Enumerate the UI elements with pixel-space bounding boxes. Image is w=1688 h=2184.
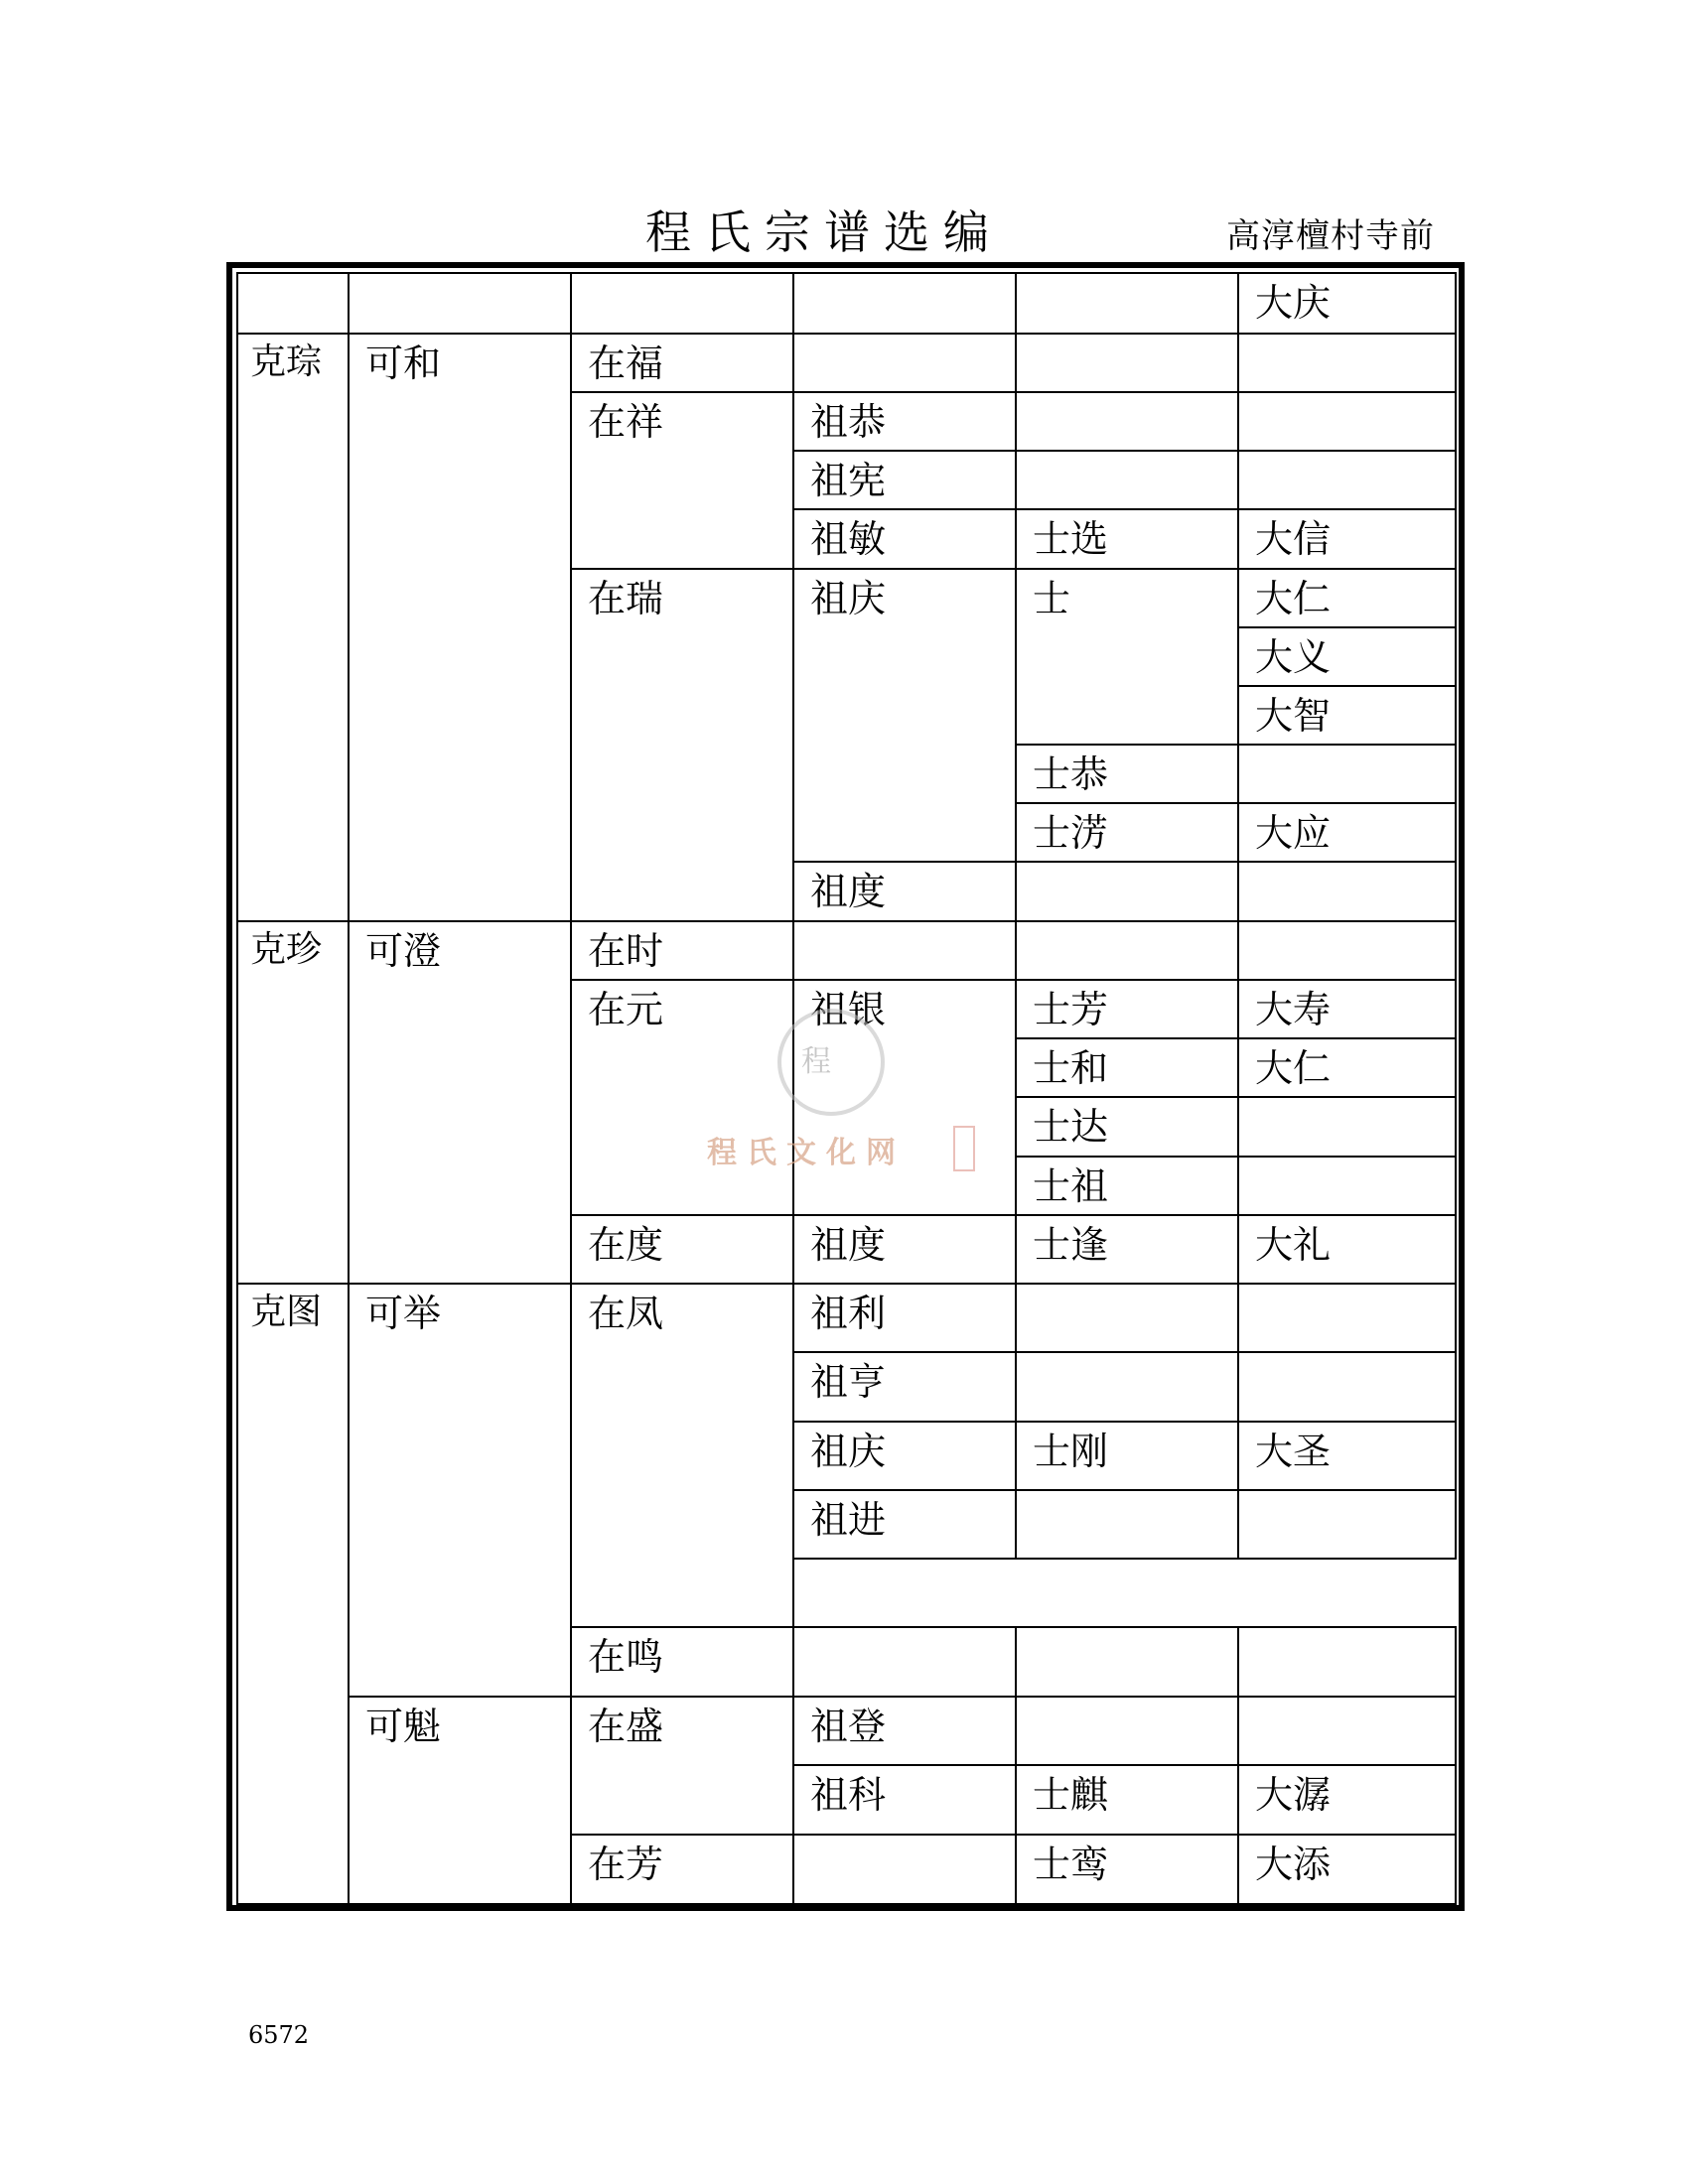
table-cell (236, 1283, 350, 1905)
watermark-seal: 程 (777, 1009, 885, 1116)
table-cell (792, 333, 1017, 393)
genealogy-name: 祖亨 (810, 1360, 887, 1404)
table-cell (236, 333, 350, 922)
table-cell (1237, 450, 1457, 510)
genealogy-name: 克珍 (250, 929, 323, 970)
table-cell (570, 568, 794, 922)
table-cell (1237, 391, 1457, 452)
genealogy-name: 在鸣 (588, 1635, 664, 1679)
table-cell (792, 272, 1017, 335)
watermark-stamp (953, 1126, 975, 1171)
genealogy-name: 在凤 (588, 1292, 664, 1335)
genealogy-name: 大礼 (1255, 1223, 1332, 1267)
genealogy-name: 在时 (588, 929, 664, 973)
genealogy-name: 在福 (588, 341, 664, 385)
genealogy-name: 可澄 (365, 929, 442, 973)
table-cell (792, 1626, 1017, 1698)
genealogy-name: 士淓 (1033, 811, 1109, 855)
genealogy-name: 士 (1033, 577, 1071, 620)
genealogy-name: 在元 (588, 988, 664, 1031)
table-cell (570, 272, 794, 335)
genealogy-name: 大潺 (1255, 1773, 1332, 1817)
genealogy-name: 大智 (1255, 694, 1332, 738)
page-header-title: 程氏宗谱选编 (645, 205, 1003, 259)
genealogy-name: 祖庆 (810, 577, 887, 620)
table-cell (792, 1834, 1017, 1905)
genealogy-name: 在芳 (588, 1843, 664, 1886)
genealogy-name: 士逢 (1033, 1223, 1109, 1267)
table-cell (1015, 1351, 1239, 1423)
genealogy-name: 在祥 (588, 400, 664, 444)
genealogy-name: 克琮 (250, 341, 323, 382)
genealogy-name: 大庆 (1255, 281, 1332, 325)
genealogy-name: 祖登 (810, 1705, 887, 1748)
genealogy-name: 祖科 (810, 1773, 887, 1817)
genealogy-name: 大圣 (1255, 1430, 1332, 1473)
table-cell (236, 920, 350, 1285)
genealogy-name: 士芳 (1033, 988, 1109, 1031)
table-cell (236, 272, 350, 335)
table-cell (1237, 1096, 1457, 1158)
table-cell (348, 920, 572, 1285)
table-cell (1237, 1283, 1457, 1353)
genealogy-name: 祖利 (810, 1292, 887, 1335)
genealogy-name: 祖银 (810, 988, 887, 1031)
table-cell (1237, 744, 1457, 804)
table-cell (1237, 920, 1457, 981)
genealogy-name: 士和 (1033, 1046, 1109, 1090)
genealogy-name: 可和 (365, 341, 442, 385)
table-cell (1237, 1351, 1457, 1423)
genealogy-name: 祖度 (810, 870, 887, 913)
genealogy-name: 大仁 (1255, 577, 1332, 620)
genealogy-name: 祖进 (810, 1498, 887, 1542)
table-cell (1237, 333, 1457, 393)
genealogy-name: 大义 (1255, 635, 1332, 679)
table-cell (1015, 861, 1239, 922)
table-cell (1015, 450, 1239, 510)
genealogy-name: 祖庆 (810, 1430, 887, 1473)
table-cell (1015, 1626, 1239, 1698)
genealogy-name: 可魁 (365, 1705, 442, 1748)
table-cell (1237, 1626, 1457, 1698)
genealogy-name: 士鸾 (1033, 1843, 1109, 1886)
table-cell (348, 1283, 572, 1698)
genealogy-name: 在盛 (588, 1705, 664, 1748)
table-cell (1015, 920, 1239, 981)
genealogy-name: 士祖 (1033, 1164, 1109, 1208)
table-cell (1015, 391, 1239, 452)
genealogy-name: 士麒 (1033, 1773, 1109, 1817)
genealogy-name: 祖度 (810, 1223, 887, 1267)
genealogy-name: 大添 (1255, 1843, 1332, 1886)
genealogy-name: 可举 (365, 1292, 442, 1335)
genealogy-name: 大应 (1255, 811, 1332, 855)
genealogy-name: 在瑞 (588, 577, 664, 620)
genealogy-name: 大寿 (1255, 988, 1332, 1031)
table-cell (348, 333, 572, 922)
genealogy-name: 在度 (588, 1223, 664, 1267)
watermark-text: 程氏文化网 (707, 1136, 906, 1170)
genealogy-name: 士选 (1033, 517, 1109, 561)
table-cell (1015, 333, 1239, 393)
genealogy-name: 祖敏 (810, 517, 887, 561)
genealogy-name: 士达 (1033, 1105, 1109, 1149)
table-cell (1237, 1489, 1457, 1560)
table-cell (1237, 1156, 1457, 1216)
table-cell (1237, 861, 1457, 922)
genealogy-name: 祖宪 (810, 459, 887, 502)
table-cell (1015, 1696, 1239, 1766)
genealogy-name: 士恭 (1033, 752, 1109, 796)
genealogy-name: 士刚 (1033, 1430, 1109, 1473)
genealogy-name: 克图 (250, 1292, 323, 1332)
table-cell (348, 272, 572, 335)
table-cell (1015, 1489, 1239, 1560)
table-cell (1237, 1696, 1457, 1766)
table-cell (792, 920, 1017, 981)
genealogy-name: 祖恭 (810, 400, 887, 444)
table-cell (1015, 272, 1239, 335)
genealogy-name: 大仁 (1255, 1046, 1332, 1090)
page-header-subtitle: 高淳檀村寺前 (1226, 216, 1435, 256)
page-number: 6572 (248, 2021, 310, 2049)
genealogy-name: 大信 (1255, 517, 1332, 561)
table-cell (1015, 1283, 1239, 1353)
